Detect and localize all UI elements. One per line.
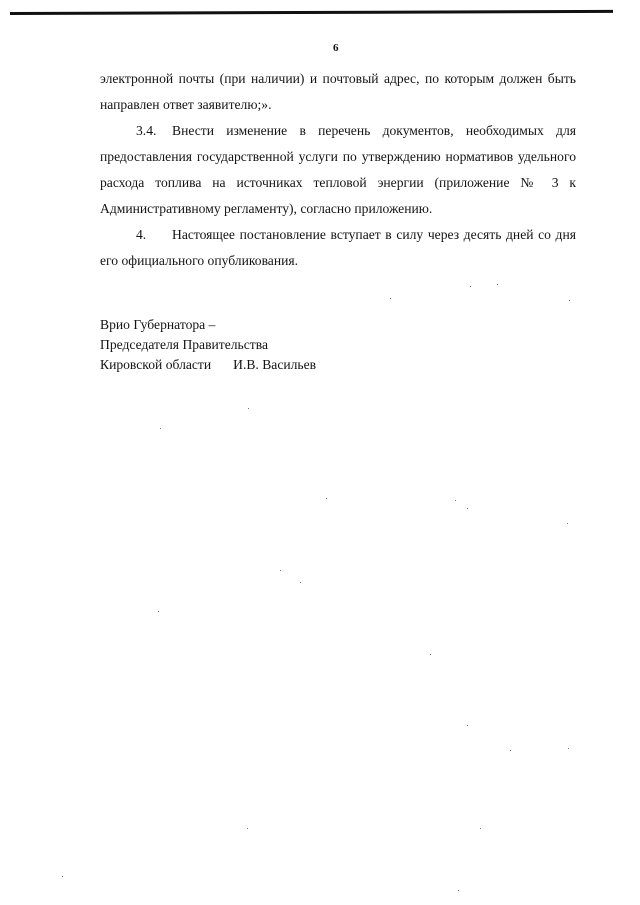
scan-speck bbox=[390, 298, 391, 299]
scan-speck bbox=[62, 876, 63, 877]
scan-speck bbox=[158, 611, 159, 612]
scan-speck bbox=[458, 890, 459, 891]
paragraph-3-4 bbox=[100, 118, 576, 222]
paragraph-number: 3.4. bbox=[136, 123, 157, 138]
scan-speck bbox=[326, 498, 327, 499]
signature-title-line-3 bbox=[100, 355, 316, 375]
scan-speck bbox=[569, 300, 570, 301]
signature-region: Кировской области bbox=[100, 357, 212, 372]
signature-title-line-2: Председателя Правительства bbox=[100, 337, 268, 352]
scan-speck bbox=[567, 523, 568, 524]
scan-speck bbox=[470, 286, 471, 287]
paragraph-text: Настоящее постановление вступает в силу через десять дней со дня его официального опубликования. bbox=[100, 227, 576, 268]
scan-speck bbox=[510, 750, 511, 751]
signature-title-line-1: Врио Губернатора – bbox=[100, 317, 216, 332]
paragraph-number: 4. bbox=[136, 227, 147, 242]
paragraph-continuation bbox=[100, 66, 576, 118]
scan-speck bbox=[467, 725, 468, 726]
header-rule bbox=[10, 10, 613, 15]
scan-speck bbox=[455, 500, 456, 501]
scan-speck bbox=[160, 428, 161, 429]
page-number: 6 bbox=[333, 42, 339, 54]
scan-speck bbox=[248, 408, 249, 409]
scan-speck bbox=[497, 284, 498, 285]
scan-speck bbox=[568, 748, 569, 749]
scan-speck bbox=[430, 654, 431, 655]
scan-speck bbox=[480, 828, 481, 829]
signatory-name: И.В. Васильев bbox=[233, 357, 317, 372]
signature-block bbox=[100, 315, 316, 375]
scan-speck bbox=[280, 570, 281, 571]
paragraph-text: электронной почты (при наличии) и почтовый адрес, по которым должен быть направлен ответ заявителю;». bbox=[100, 71, 576, 112]
paragraph-text: Внести изменение в перечень документов, необходимых для предоставления государственной услуги по утверждению нормативов удельного расхода топлива на источниках тепловой энергии (приложение № 3 к Административному регламенту), согласно приложению. bbox=[100, 123, 576, 216]
paragraph-4 bbox=[100, 222, 576, 274]
scan-speck bbox=[247, 828, 248, 829]
scan-speck bbox=[467, 508, 468, 509]
scan-speck bbox=[300, 582, 301, 583]
